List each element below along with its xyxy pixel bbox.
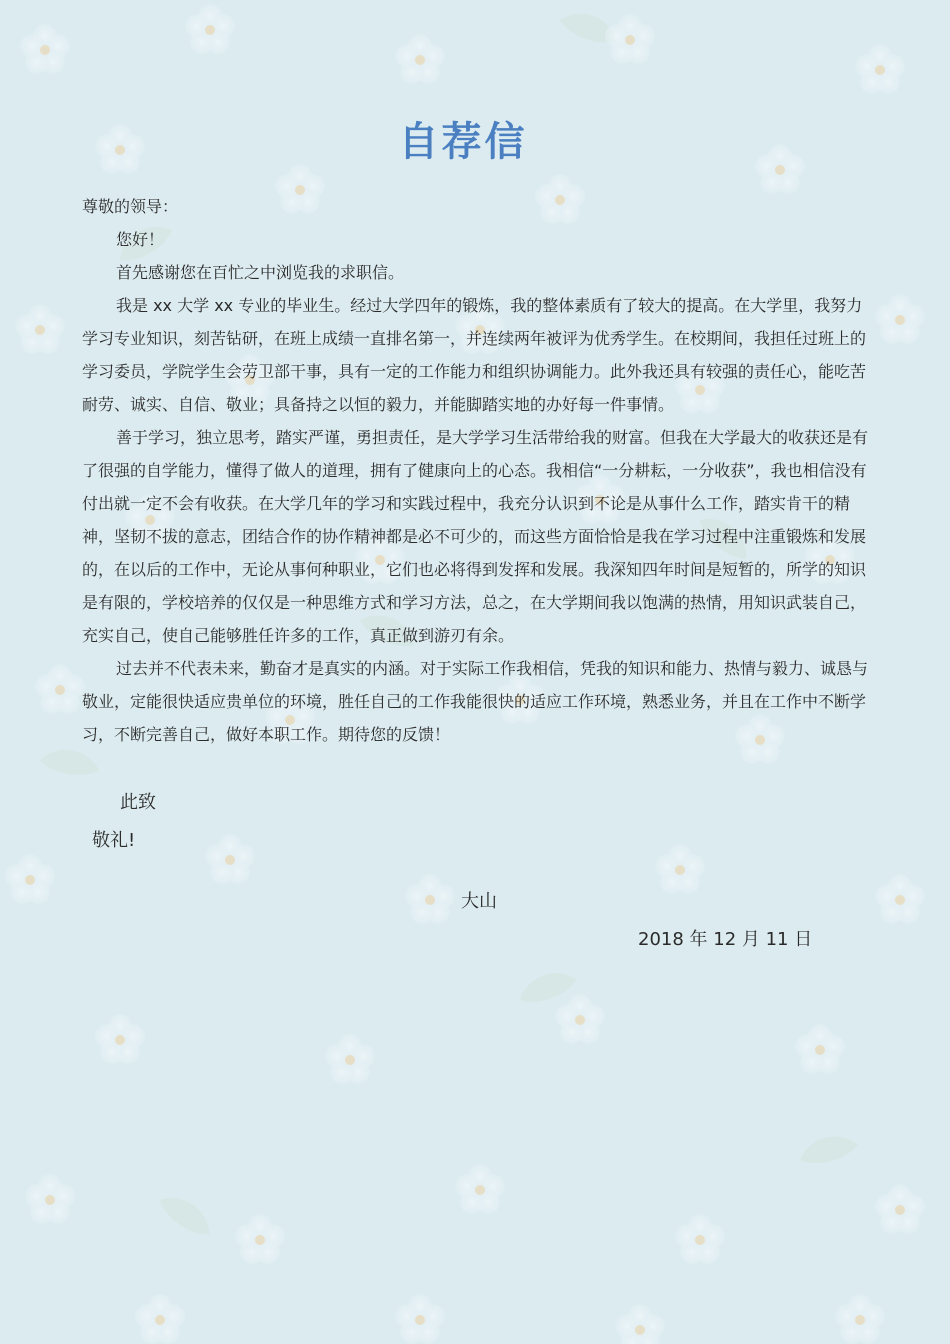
salutation: 尊敬的领导： — [82, 197, 179, 216]
paragraph-1: 首先感谢您在百忙之中浏览我的求职信。 — [116, 263, 405, 282]
letter-date: 2018 年 12 月 11 日 — [638, 929, 813, 950]
closing-salute: 敬礼! — [92, 830, 136, 851]
paragraph-3: 善于学习，独立思考，踏实严谨，勇担责任，是大学学习生活带给我的财富。但我在大学最大的收获还是有了很强的自学能力，懂得了做人的道理，拥有了健康向上的心态。我相信“一分耕耘，一分收获”，我也相信没有付出就一定不会有收获。在大学几年的学习和实践过程中，我充分认识到不论是从事什么工作，踏实肯干的精神，坚韧不拔的意志，团结合作的协作精神都是必不可少的，而这些方面恰恰是我在学习过程中注重锻炼和发展的，在以后的工作中，无论从事何种职业，它们也必将得到发挥和发展。我深知四年时间是短暂的，所学的知识是有限的，学校培养的仅仅是一种思维方式和学习方法，总之，在大学期间我以饱满的热情，用知识武装自己，充实自己，使自己能够胜任许多的工作，真正做到游刃有余。 — [82, 428, 869, 645]
closing-phrase: 此致 — [120, 792, 156, 813]
greeting: 您好！ — [116, 230, 165, 249]
paragraph-2: 我是 xx 大学 xx 专业的毕业生。经过大学四年的锻炼，我的整体素质有了较大的提高。在大学里，我努力学习专业知识，刻苦钻研，在班上成绩一直排名第一，并连续两年被评为优秀学生。在校期间，我担任过班上的学习委员，学院学生会劳卫部干事，具有一定的工作能力和组织协调能力。此外我还具有较强的责任心，能吃苦耐劳、诚实、自信、敬业；具备持之以恒的毅力，并能脚踏实地的办好每一件事情。 — [82, 296, 867, 414]
letter-title: 自荐信 — [398, 119, 528, 165]
paragraph-4: 过去并不代表未来，勤奋才是真实的内涵。对于实际工作我相信，凭我的知识和能力、热情与毅力、诚恳与敬业，定能很快适应贵单位的环境，胜任自己的工作我能很快的适应工作环境，熟悉业务，并且在工作中不断学习，不断完善自己，做好本职工作。期待您的反馈！ — [82, 659, 869, 744]
letter-body — [82, 190, 868, 751]
signature: 大山 — [461, 891, 497, 912]
